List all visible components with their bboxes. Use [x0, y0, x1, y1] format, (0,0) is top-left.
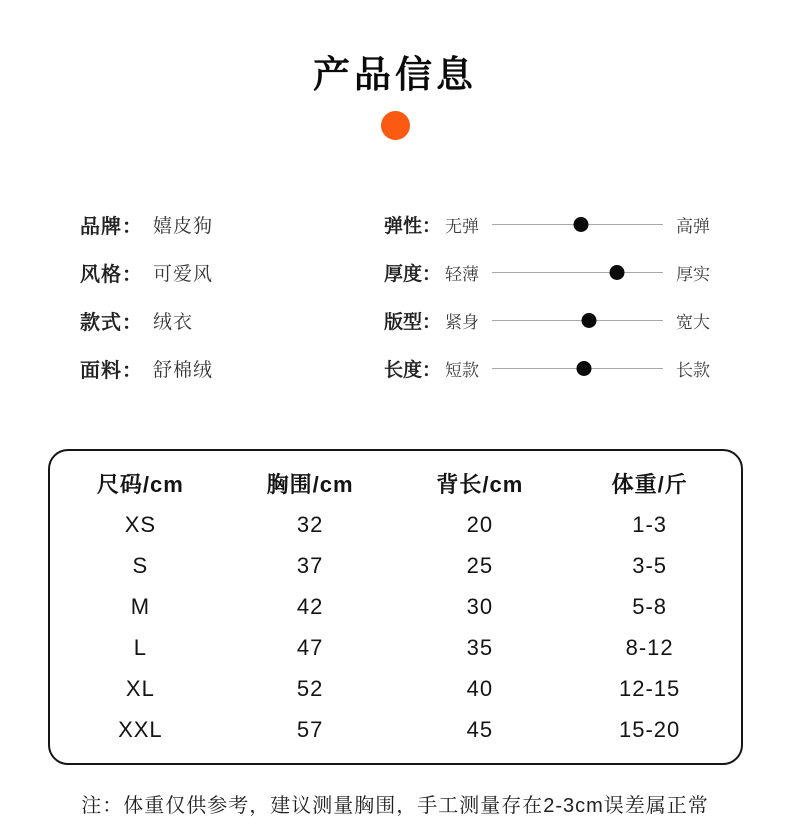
- slider-label: 版型：: [384, 311, 442, 333]
- cell-size: M: [130, 593, 151, 619]
- slider-row-fit: [384, 296, 710, 344]
- cell-backlength: 40: [466, 675, 494, 701]
- table-row-s: [56, 545, 735, 586]
- product-attributes-section: [80, 200, 710, 392]
- attribute-row-fabric: [80, 344, 320, 392]
- page-title: 产品信息: [313, 54, 477, 95]
- slider-row-elasticity: [384, 200, 710, 248]
- slider-label: 长度：: [384, 359, 442, 381]
- cell-chest: 52: [296, 675, 324, 701]
- cell-size: XXL: [118, 716, 163, 742]
- slider-row-thickness: [384, 248, 710, 296]
- slider-dot: [577, 361, 592, 376]
- slider-label: 弹性：: [384, 215, 442, 237]
- cell-backlength: 25: [466, 552, 494, 578]
- attribute-label: 款式：: [80, 311, 143, 334]
- cell-weight: 12-15: [618, 675, 681, 701]
- size-table-grid: [56, 463, 735, 750]
- cell-backlength: 20: [466, 511, 494, 537]
- slider-min-label: 紧身: [445, 312, 480, 332]
- slider-dot: [609, 265, 624, 280]
- table-row-xl: [56, 668, 735, 709]
- slider-row-length: [384, 344, 710, 392]
- cell-size: S: [132, 552, 149, 578]
- slider-track: [492, 224, 663, 225]
- slider-max-label: 长款: [676, 360, 710, 380]
- table-row-xxl: [56, 709, 735, 750]
- accent-dot-icon: [381, 111, 410, 140]
- cell-backlength: 45: [466, 716, 494, 742]
- col-header-weight: 体重/斤: [611, 472, 688, 498]
- size-table-header-row: [56, 463, 735, 504]
- slider-track: [492, 368, 663, 369]
- table-row-m: [56, 586, 735, 627]
- col-header-size: 尺码/cm: [96, 472, 184, 498]
- attribute-label: 品牌：: [80, 215, 143, 238]
- cell-chest: 47: [296, 634, 324, 660]
- cell-backlength: 35: [466, 634, 494, 660]
- attribute-label: 风格：: [80, 263, 143, 286]
- cell-backlength: 30: [466, 593, 494, 619]
- cell-weight: 5-8: [632, 593, 668, 619]
- col-header-chest: 胸围/cm: [266, 472, 354, 498]
- cell-chest: 57: [296, 716, 324, 742]
- cell-weight: 8-12: [625, 634, 674, 660]
- footnote: 注：体重仅供参考，建议测量胸围，手工测量存在2-3cm误差属正常: [81, 795, 709, 818]
- table-row-l: [56, 627, 735, 668]
- slider-min-label: 短款: [445, 360, 480, 380]
- cell-chest: 32: [296, 511, 324, 537]
- attribute-row-brand: [80, 200, 320, 248]
- slider-max-label: 高弹: [676, 216, 710, 236]
- slider-min-label: 轻薄: [445, 264, 480, 284]
- slider-max-label: 厚实: [676, 264, 710, 284]
- slider-min-label: 无弹: [445, 216, 480, 236]
- attribute-value: 嬉皮狗: [153, 215, 214, 237]
- attribute-row-style: [80, 248, 320, 296]
- attribute-row-type: [80, 296, 320, 344]
- attribute-value: 可爱风: [153, 263, 214, 285]
- slider-list: [384, 200, 710, 392]
- slider-track: [492, 272, 663, 273]
- attribute-value: 舒棉绒: [153, 359, 214, 381]
- attribute-label: 面料：: [80, 359, 143, 382]
- table-row-xs: [56, 504, 735, 545]
- cell-weight: 15-20: [618, 716, 681, 742]
- cell-chest: 42: [296, 593, 324, 619]
- slider-dot: [573, 217, 588, 232]
- cell-size: XL: [125, 675, 155, 701]
- slider-max-label: 宽大: [676, 312, 710, 332]
- attribute-list: [80, 200, 320, 392]
- slider-track: [492, 320, 663, 321]
- cell-size: L: [133, 634, 147, 660]
- cell-chest: 37: [296, 552, 324, 578]
- cell-weight: 1-3: [632, 511, 668, 537]
- size-table: [48, 449, 743, 765]
- cell-size: XS: [124, 511, 157, 537]
- attribute-value: 绒衣: [153, 311, 194, 333]
- slider-label: 厚度：: [384, 263, 442, 285]
- slider-dot: [582, 313, 597, 328]
- cell-weight: 3-5: [632, 552, 668, 578]
- col-header-backlength: 背长/cm: [436, 472, 524, 498]
